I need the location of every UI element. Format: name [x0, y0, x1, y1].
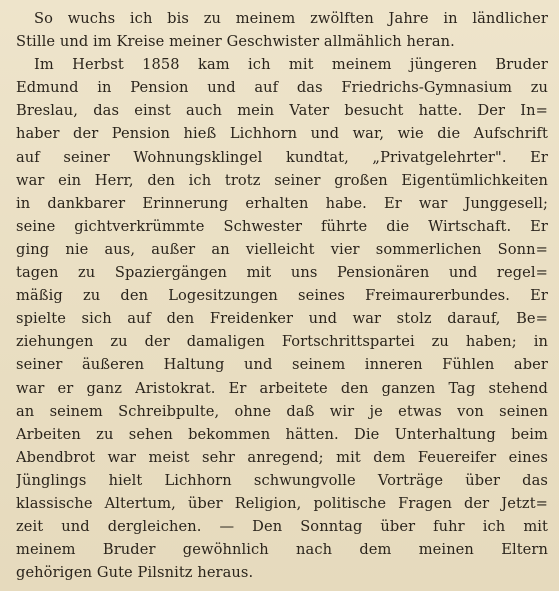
text-line: spielte sich auf den Freidenker und war stolz darauf, Be= — [16, 310, 548, 328]
text-line: Breslau, das einst auch mein Vater besucht hatte. Der In= — [16, 102, 548, 120]
text-line: auf seiner Wohnungsklingel kundtat, „Privatgelehrter". Er — [16, 148, 548, 166]
text-line: haber der Pension hieß Lichhorn und war, wie die Aufschrift — [16, 125, 548, 143]
paragraph-2 — [16, 53, 548, 584]
text-line: Jünglings hielt Lichhorn schwungvolle Vorträge über das — [16, 471, 548, 489]
text-line: meinem Bruder gewöhnlich nach dem meinen Eltern — [16, 541, 548, 559]
text-line: Edmund in Pension und auf das Friedrichs-Gymnasium zu — [16, 79, 548, 97]
text-line: So wuchs ich bis zu meinem zwölften Jahre in ländlicher — [34, 10, 548, 27]
text-line: in dankbarer Erinnerung erhalten habe. Er war Junggesell; — [16, 194, 548, 212]
text-line: an seinem Schreibpulte, ohne daß wir je etwas von seinen — [16, 402, 548, 420]
text-line: Stille und im Kreise meiner Geschwister allmählich heran. — [16, 33, 455, 51]
text-line: mäßig zu den Logesitzungen seines Freimaurerbundes. Er — [16, 287, 548, 305]
text-line: tagen zu Spaziergängen mit uns Pensionären und regel= — [16, 264, 548, 282]
text-line: war er ganz Aristokrat. Er arbeitete den ganzen Tag stehend — [16, 379, 548, 397]
text-line: war ein Herr, den ich trotz seiner großen Eigentümlichkeiten — [16, 171, 548, 189]
text-line: Arbeiten zu sehen bekommen hätten. Die Unterhaltung beim — [16, 425, 548, 443]
text-line: Im Herbst 1858 kam ich mit meinem jüngeren Bruder — [34, 56, 548, 74]
text-line: seine gichtverkrümmte Schwester führte die Wirtschaft. Er — [16, 217, 548, 235]
text-line: klassische Altertum, über Religion, politische Fragen der Jetzt= — [16, 494, 548, 512]
paragraph-1 — [16, 7, 548, 53]
text-line: gehörigen Gute Pilsnitz heraus. — [16, 564, 254, 582]
text-line: Abendbrot war meist sehr anregend; mit dem Feuereifer eines — [16, 448, 548, 466]
body-text — [16, 7, 548, 584]
text-line: ging nie aus, außer an vielleicht vier sommerlichen Sonn= — [16, 240, 548, 258]
text-line: ziehungen zu der damaligen Fortschrittspartei zu haben; in — [16, 333, 548, 351]
text-line: zeit und dergleichen. — Den Sonntag über fuhr ich mit — [16, 518, 548, 536]
text-line: seiner äußeren Haltung und seinem inneren Fühlen aber — [16, 356, 548, 374]
